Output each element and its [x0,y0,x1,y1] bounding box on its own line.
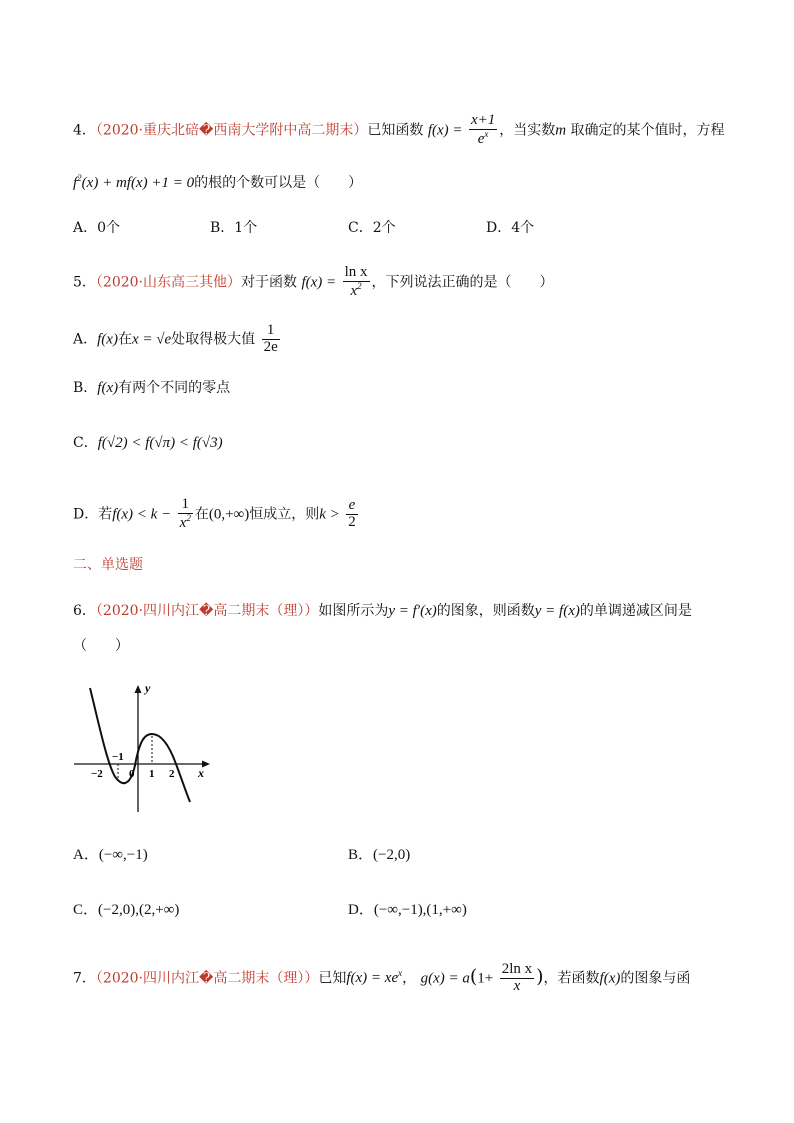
q5-a-x: x = [131,331,157,348]
q4-equation-line [73,168,362,193]
q5-d-fraction: $\frac{1}{x^2}$ [179,496,191,531]
q6-option-c[interactable]: C．(−2,0),(2,+∞) [73,902,180,918]
q4-option-d[interactable]: D．4个 [486,220,535,236]
q6-number: 6． [73,603,96,619]
q6-stem: 6．（2020·四川内江�高二期末（理））如图所示为y = f′(x)的图象，则函数y = f(x)的单调递减区间是 [73,603,692,619]
q7-f-expr: $f(x) = xe^x$ [346,968,403,987]
q4-source: （2020·重庆北碚�西南大学附中高二期末） [95,122,368,139]
q6-tick-0: 0 [129,768,135,780]
q6-tick-2: 2 [169,768,175,780]
q4-text-4: 的根的个数可以是（ ） [194,175,363,191]
q4-text-3: 取确定的某个值时，方程 [570,122,725,139]
q6-x-label: x [198,766,204,780]
q6-option-b[interactable]: B．(−2,0) [348,847,411,863]
q5-c-expr: f(√2) < f(√π) < f(√3) [97,435,223,451]
q5-option-b[interactable]: B．f(x)有两个不同的零点 [73,380,231,396]
q4-number: 4． [73,122,96,139]
q7-g-fraction: $\frac{\text{2ln x}}{x}$ [501,961,533,994]
q6-tick-1: 1 [149,768,155,780]
q5-a-sqrt-e: √e [156,331,172,348]
q5-option-c[interactable]: C．f(√2) < f(√π) < f(√3) [73,435,223,451]
q7-g-one: 1+ [477,970,494,987]
q5-d-fraction-2: $\frac{e}{2}$ [348,497,356,530]
q4-option-b[interactable]: B．1个 [210,220,258,236]
q7-source: （2020·四川内江�高二期末（理）） [95,970,319,987]
q4-stem [73,113,725,148]
q4-option-a[interactable]: A．0个 [73,220,121,236]
section-heading-single-choice: 二、单选题 [73,557,143,573]
q4-frac-num: x+1 [470,112,496,128]
q5-stem [73,265,554,300]
q5-text-1: 对于函数 [241,274,298,291]
q5-d-f: f(x) < k − [112,506,172,523]
q6-source: （2020·四川内江�高二期末（理）） [95,603,319,619]
q6-expr-fprime: y = f′(x) [388,603,437,619]
q4-fraction [469,113,497,148]
q5-number: 5． [73,274,96,291]
q7-number: 7． [73,970,96,987]
q5-fraction [343,265,370,300]
q4-frac-den: $e^x$ [477,128,489,147]
q5-option-a[interactable]: A．f(x)在x = √e处取得极大值 $\frac{1}{2e}$ [73,322,278,355]
q5-f-lhs: f(x) = [301,274,337,291]
q5-d-interval: (0,+∞) [208,506,250,523]
q5-option-d[interactable]: D．若f(x) < k − $\frac{1}{x^2}$ 在(0,+∞)恒成立，则k > $\frac{e}{2}$ [73,496,356,531]
q4-f-lhs: f(x) = [427,122,463,139]
q5-b-f: f(x) [97,380,119,396]
q6-expr-f: y = f(x) [534,603,580,619]
q6-y-arrow [135,685,142,693]
q4-text-1: 已知函数 [367,122,424,139]
q5-frac-num: ln x [344,264,368,280]
q5-frac-den: $x^2$ [350,280,362,299]
q5-a-f: f(x) [97,331,118,348]
q6-curve [90,688,190,802]
q5-source: （2020·山东高三其他） [95,274,242,291]
q5-a-fraction: $\frac{1}{2e}$ [263,322,278,355]
q4-equation: $f^2(x) + mf(x) +1 = 0$ [73,173,195,191]
q6-graph [72,680,217,815]
q4-m: m [555,122,567,139]
q6-option-a[interactable]: A．(−∞,−1) [73,847,148,863]
q6-tick-minus2: −2 [91,768,103,780]
q7-f: f(x) [599,970,621,987]
q7-g-lhs: g(x) = a [420,970,470,987]
q4-text-2: ，当实数 [499,122,556,139]
q5-text-2: ，下列说法正确的是（ ） [371,274,554,291]
q5-d-k: k > [319,506,340,523]
q6-option-d[interactable]: D．(−∞,−1),(1,+∞) [348,902,467,918]
q6-tick-minus1: −1 [112,751,124,763]
q7-stem: 7．（2020·四川内江�高二期末（理））已知$f(x) = xe^x$， g(x) = a(1+ $\frac{\text{2ln x}}{x}$ )，若函数f(x)的图象与函 [73,961,691,994]
q4-option-c[interactable]: C．2个 [348,220,396,236]
q6-paren: （ ） [73,638,129,654]
q6-y-label: y [145,681,151,695]
